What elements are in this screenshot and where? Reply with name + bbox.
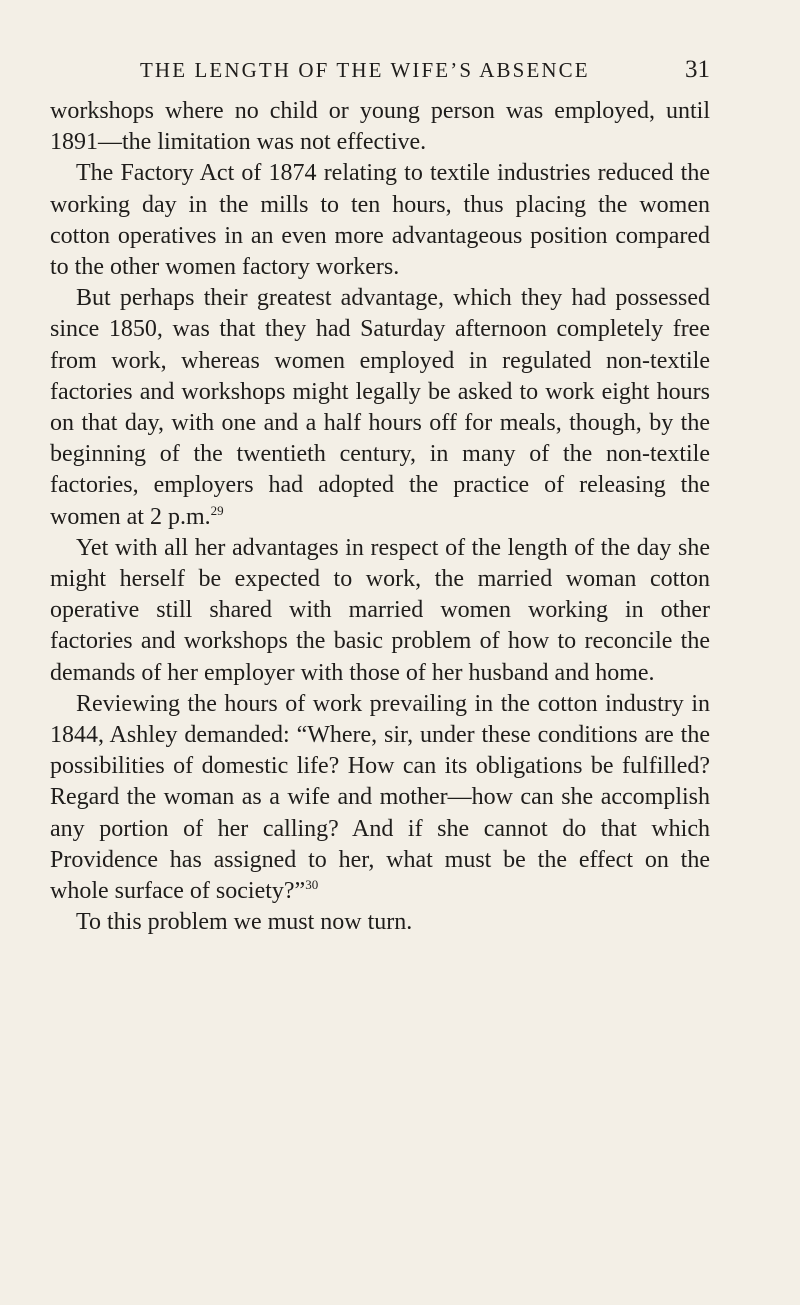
paragraph-text: Yet with all her advantages in respect of the length of the day she might herself be expected to work, the married woman cotton operative still shared with married women working in other factories and workshops the basic problem of how to reconcile the demands of her employer with those of her husband and home.	[50, 534, 710, 686]
paragraph-3	[50, 283, 710, 533]
footnote-marker: 29	[210, 502, 224, 518]
paragraph-text: But perhaps their greatest advantage, which they had possessed since 1850, was that they had Saturday afternoon completely free from work, whereas women employed in regulated non-textile factories and workshops might legally be asked to work eight hours on that day, with one and a half hours off for meals, though, by the beginning of the twentieth century, in many of the non-textile factories, employers had adopted the practice of releasing the women at 2 p.m.	[50, 285, 710, 530]
page-number: 31	[685, 56, 710, 83]
paragraph-2	[50, 158, 710, 283]
paragraph-4	[50, 533, 710, 689]
paragraph-text: The Factory Act of 1874 relating to textile industries reduced the working day in the mills to ten hours, thus placing the women cotton operatives in an even more advantageous position compared to the other women factory workers.	[50, 160, 710, 281]
paragraph-text: To this problem we must now turn.	[76, 909, 413, 936]
body-text	[50, 96, 710, 938]
paragraph-6	[50, 907, 710, 938]
running-title: THE LENGTH OF THE WIFE’S ABSENCE	[140, 58, 590, 82]
paragraph-1	[50, 96, 710, 158]
footnote-marker: 30	[305, 877, 319, 893]
paragraph-5	[50, 689, 710, 907]
paragraph-text: workshops where no child or young person was employed, until 1891—the limitation was not effective.	[50, 98, 710, 156]
paragraph-text: Reviewing the hours of work prevailing in the cotton industry in 1844, Ashley demanded: “Where, sir, under these conditions are the possibilities of domestic life? How can its obligations be fulfilled? Regard the woman as a wife and mother—how can she accomplish any portion of her calling? And if she cannot do that which Providence has assigned to her, what must be the effect on the whole surface of society?”	[50, 690, 710, 905]
running-head	[50, 58, 710, 98]
